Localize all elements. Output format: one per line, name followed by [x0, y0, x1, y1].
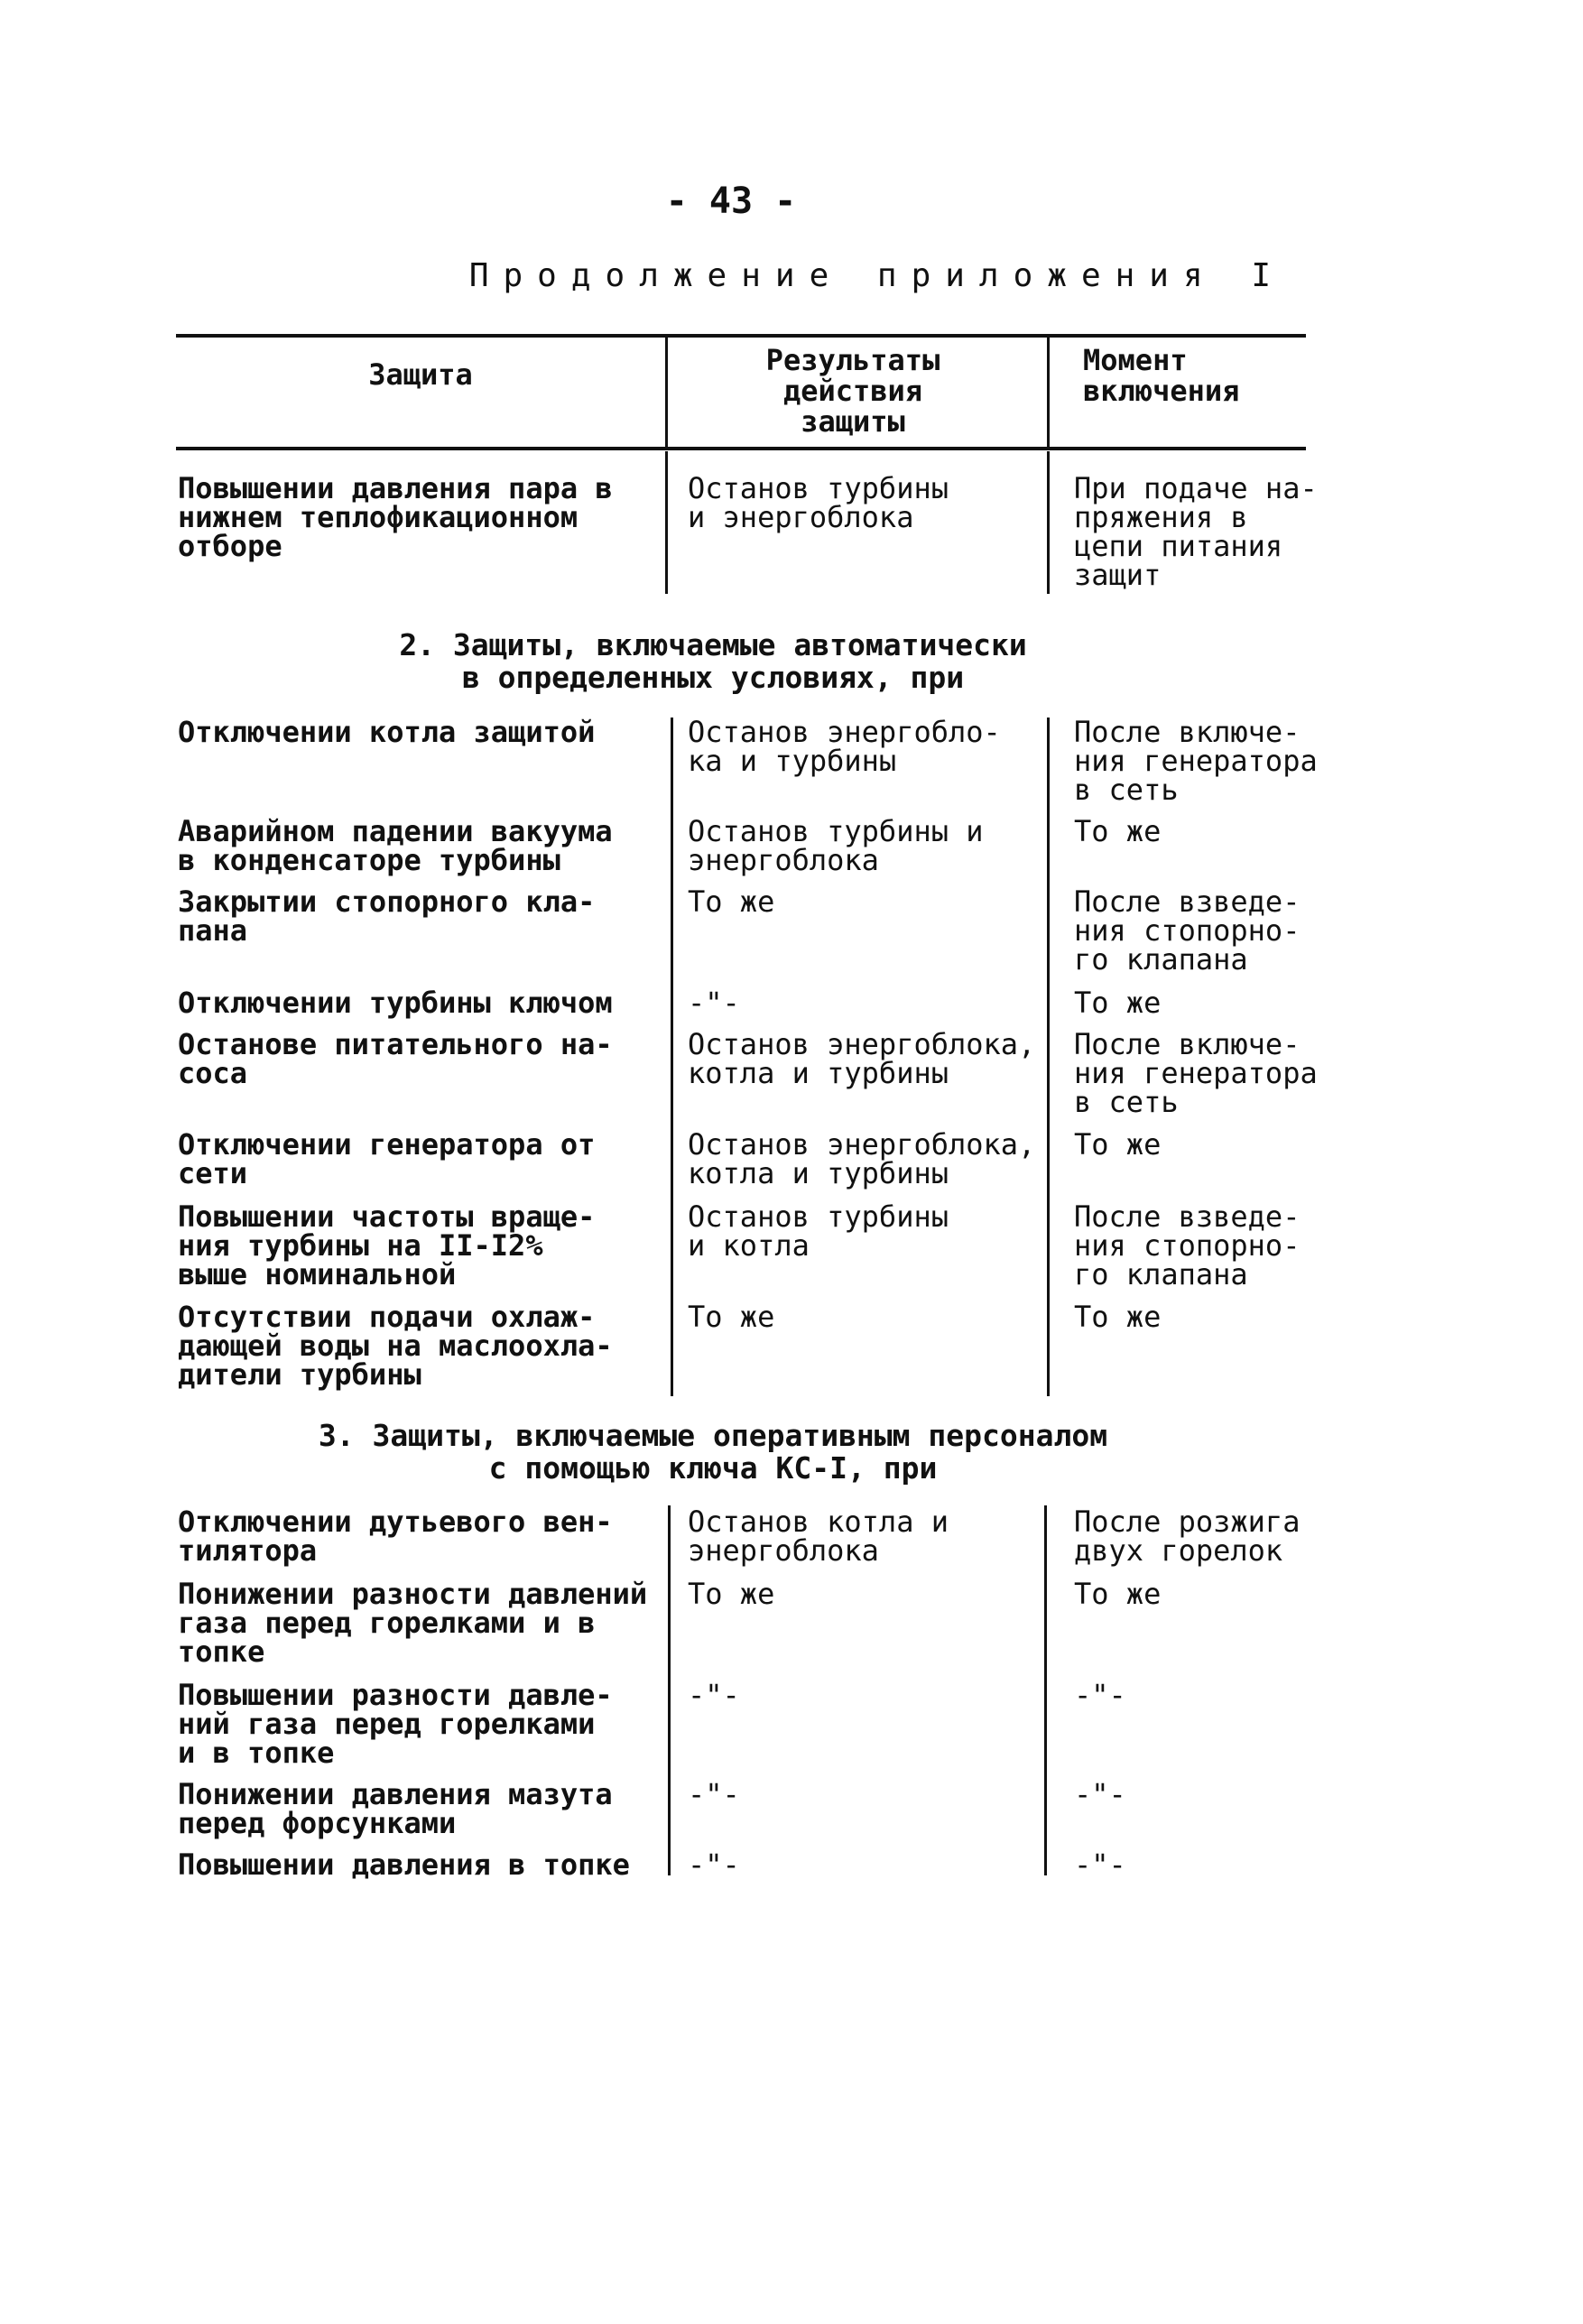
section-3-title: 3. Защиты, включаемые оперативным персоналом с помощью ключа КС-I, при: [318, 1418, 1108, 1486]
table-top-rule: [176, 334, 1306, 338]
protection-cell: Отключении турбины ключом: [178, 986, 613, 1020]
result-cell: -"-: [688, 1847, 740, 1882]
result-cell: -"-: [688, 1678, 740, 1712]
section-2-title: 2. Защиты, включаемые автоматически в определенных условиях, при: [399, 627, 1027, 695]
result-cell: То же: [688, 884, 775, 919]
result-cell: Останов энергоблока, котла и турбины: [688, 1027, 1036, 1090]
result-cell: Останов энергоблока, котла и турбины: [688, 1127, 1036, 1190]
protection-cell: Понижении разности давлений газа перед горелками и в топке: [178, 1577, 648, 1669]
moment-cell: После взведе- ния стопорно- го клапана: [1074, 1199, 1301, 1292]
protection-cell: Отключении генератора от сети: [178, 1127, 596, 1190]
column-header-protection: Защита: [368, 357, 473, 392]
result-cell: Останов котла и энергоблока: [688, 1505, 949, 1568]
section3-column-divider-1: [668, 1505, 671, 1875]
result-cell: Останов турбины и котла: [688, 1199, 949, 1263]
moment-cell: -"-: [1074, 1678, 1126, 1712]
moment-cell: То же: [1074, 1127, 1162, 1162]
protection-cell: Аварийном падении вакуума в конденсаторе турбины: [178, 814, 613, 877]
protection-cell: Повышении разности давле- ний газа перед горелками и в топке: [178, 1678, 613, 1770]
moment-cell: То же: [1074, 814, 1162, 848]
moment-cell: -"-: [1074, 1847, 1126, 1882]
result-cell: Останов энергобло- ка и турбины: [688, 715, 1001, 778]
header-bottom-rule: [176, 447, 1306, 450]
result-cell: Останов турбины и энергоблока: [688, 814, 984, 877]
protection-cell: Понижении давления мазута перед форсунками: [178, 1777, 613, 1840]
protection-cell: Закрытии стопорного кла- пана: [178, 884, 596, 948]
moment-cell: То же: [1074, 1577, 1162, 1611]
header-column-divider-2: [1047, 336, 1050, 449]
protection-cell: Повышении частоты враще- ния турбины на II-I2% выше номинальной: [178, 1199, 596, 1292]
column-header-result: Результаты действия защиты: [765, 343, 940, 439]
result-cell: То же: [688, 1300, 775, 1334]
header-column-divider-1: [665, 336, 668, 449]
continuation-title: Продолжение приложения I: [468, 257, 1285, 294]
moment-cell: После включе- ния генератора в сеть: [1074, 715, 1318, 807]
moment-cell: То же: [1074, 986, 1162, 1020]
protection-cell: Повышении давления пара в нижнем теплофикационном отборе: [178, 471, 613, 563]
protection-cell: Отключении дутьевого вен- тилятора: [178, 1505, 613, 1568]
result-cell: -"-: [688, 986, 740, 1020]
moment-cell: После взведе- ния стопорно- го клапана: [1074, 884, 1301, 977]
section2-column-divider-1: [671, 718, 673, 1396]
result-cell: То же: [688, 1577, 775, 1611]
moment-cell: После включе- ния генератора в сеть: [1074, 1027, 1318, 1119]
result-cell: -"-: [688, 1777, 740, 1811]
protection-cell: Повышении давления в топке: [178, 1847, 630, 1882]
protection-cell: Отсутствии подачи охлаж- дающей воды на маслоохла- дители турбины: [178, 1300, 613, 1392]
block1-column-divider-1: [665, 451, 668, 594]
page-number: - 43 -: [665, 181, 797, 222]
moment-cell: То же: [1074, 1300, 1162, 1334]
result-cell: Останов турбины и энергоблока: [688, 471, 949, 534]
column-header-moment: Момент включения: [1083, 343, 1240, 408]
protection-cell: Отключении котла защитой: [178, 715, 596, 749]
protection-cell: Останове питательного на- соса: [178, 1027, 613, 1090]
moment-cell: При подаче на- пряжения в цепи питания защит: [1074, 471, 1318, 592]
moment-cell: После розжига двух горелок: [1074, 1505, 1301, 1568]
moment-cell: -"-: [1074, 1777, 1126, 1811]
